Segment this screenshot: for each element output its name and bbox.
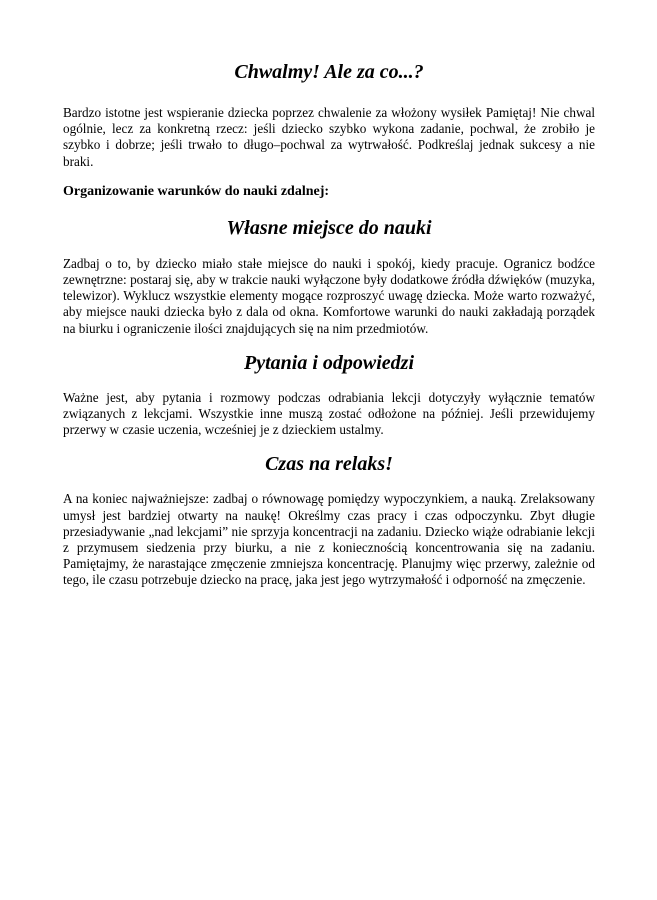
section-title-praise: Chwalmy! Ale za co...? (234, 61, 424, 83)
paragraph-study-place: Zadbaj o to, by dziecko miało stałe miejsce do nauki i spokój, kiedy pracuje. Ogranicz bodźce zewnętrzne: postaraj się, aby w trakcie nauki wyłączone były dodatkowe źródła dźwięków (muzyka, telewizor). Wyklucz wszystkie elementy mogące rozproszyć uwagę dziecka. Może warto rozważyć, aby miejsce nauki dziecka było z dala od okna. Komfortowe warunki do nauki zakładają porządek na biurku i ograniczenie ilości znajdujących się na nim przedmiotów. (63, 255, 595, 336)
section-title-questions: Pytania i odpowiedzi (244, 351, 414, 374)
section-title-relax: Czas na relaks! (265, 453, 393, 476)
paragraph-questions: Ważne jest, aby pytania i rozmowy podczas odrabiania lekcji dotyczyły wyłącznie tematów związanych z lekcjami. Wszystkie inne muszą zostać odłożone na później. Jeśli przewidujemy przerwy w czasie uczenia, wcześniej je z dzieckiem ustalmy. (63, 389, 595, 438)
document-page (63, 58, 595, 589)
section-title-study-place: Własne miejsce do nauki (226, 216, 432, 239)
paragraph-praise: Bardzo istotne jest wspieranie dziecka poprzez chwalenie za włożony wysiłek Pamiętaj! Nie chwal ogólnie, lecz za konkretną rzecz: jeśli dziecko szybko wykona zadanie, pochwal, że zrobiło je szybko i dobrze; jeśli trwało to długo–pochwal za wytrwałość. Podkreślaj jednak sukcesy a nie braki. (63, 105, 595, 169)
subheading-remote-learning: Organizowanie warunków do nauki zdalnej: (63, 183, 330, 199)
paragraph-relax: A na koniec najważniejsze: zadbaj o równowagę pomiędzy wypoczynkiem, a nauką. Zrelaksowany umysł jest bardziej otwarty na naukę! Określmy czas pracy i czas odpoczynku. Zbyt długie przesiadywanie „nad lekcjami” nie sprzyja koncentracji na zadaniu. Dziecko wiąże odrabianie lekcji z przymusem siedzenia przy biurku, a nie z koniecznością koncentrowania się na zadaniu. Pamiętajmy, że narastające zmęczenie zmniejsza koncentrację. Planujmy więc przerwy, zależnie od tego, ile czasu potrzebuje dziecko na pracę, jaka jest jego wytrzymałość i odporność na zmęczenie. (63, 491, 595, 588)
